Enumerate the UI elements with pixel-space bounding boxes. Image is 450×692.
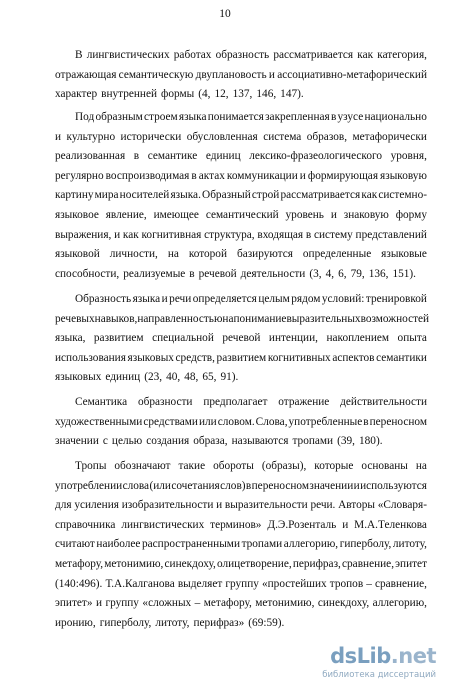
word: и (330, 208, 337, 221)
word: интенции, (268, 332, 318, 345)
word: в (189, 267, 195, 280)
word: значении (309, 479, 354, 492)
word: и (268, 68, 275, 81)
word: справочника (55, 518, 116, 531)
word: иронию, (55, 616, 96, 629)
word: форму (395, 208, 427, 221)
word: в (305, 228, 312, 241)
word: в (191, 169, 197, 182)
word: и (95, 597, 102, 610)
word: основаны (361, 460, 408, 472)
word: культурно (66, 130, 116, 143)
word: рядом (291, 293, 321, 305)
word: накоплением (326, 332, 390, 345)
word: Т.А.Калганова (105, 577, 175, 590)
text-line (55, 457, 427, 477)
word: образность (215, 49, 270, 61)
word: реализованная (55, 150, 126, 163)
word: строем (143, 111, 178, 123)
word: семантике (147, 150, 198, 163)
word: языковых (55, 371, 102, 384)
word: для (55, 499, 72, 512)
word: 147). (280, 88, 304, 101)
word: перифраз» (193, 616, 245, 629)
word: лингвистических (86, 49, 170, 61)
watermark (322, 644, 436, 684)
word: создания (146, 435, 190, 448)
word: уровня, (390, 150, 427, 163)
word: и (161, 293, 168, 305)
text-line (55, 413, 427, 433)
word: 146, (256, 88, 277, 101)
word: действительности (340, 396, 427, 408)
page-number: 10 (219, 8, 231, 20)
text-line (55, 432, 427, 452)
word: обозначают (114, 460, 171, 472)
word: 136, (368, 267, 389, 280)
word: речи (169, 293, 192, 305)
text-line (55, 594, 427, 614)
word: регулярно (55, 169, 104, 182)
text-line (55, 167, 427, 187)
text-line (55, 147, 427, 167)
word: сочетания (171, 479, 220, 492)
text-line (55, 368, 427, 388)
word: специальной (152, 332, 214, 345)
word: значении (55, 435, 99, 448)
word: речевых (55, 312, 95, 325)
word: и (55, 130, 62, 143)
word: метафору, (203, 597, 252, 610)
word: языка, (55, 332, 86, 345)
word: развитием (93, 332, 144, 345)
word: возможностей (360, 312, 430, 325)
word: Авторы (338, 499, 375, 512)
word: семантическую (118, 68, 194, 81)
word: – (194, 597, 201, 610)
word: (140:496). (55, 577, 103, 590)
word: системно- (378, 189, 427, 202)
word: «сложных (142, 597, 192, 610)
word: и (353, 479, 360, 492)
watermark-logo-main: dsLib (330, 644, 391, 668)
text-line (55, 310, 430, 330)
word: ассоциативно-метафорический (277, 68, 427, 81)
word: сравнение, (342, 557, 395, 570)
word: категория, (377, 49, 427, 61)
word: базируются (236, 248, 293, 261)
word: терминов» (210, 518, 262, 531)
word: речевой (198, 267, 237, 280)
word: обороты (213, 460, 254, 472)
word: выразительных (286, 312, 361, 325)
word: тренировкой (365, 293, 427, 305)
word: «Словаря- (377, 499, 427, 512)
paragraph-2 (55, 108, 427, 284)
word: мира (94, 189, 119, 202)
word: знаковую (343, 208, 389, 221)
word: как (357, 49, 374, 61)
text-line (55, 555, 427, 575)
word: синекдоху, (164, 557, 216, 570)
word: в (330, 111, 337, 123)
word: изобразительности (121, 499, 214, 512)
word: в (133, 150, 140, 163)
word: считают (55, 538, 95, 551)
word: метонимию, (104, 557, 164, 570)
word: языковое (55, 208, 99, 221)
word: которой (188, 248, 228, 261)
word: или (198, 415, 217, 428)
text-line (55, 186, 427, 206)
word: 180). (359, 435, 383, 448)
word: наиболее (96, 538, 141, 551)
word: с (102, 435, 108, 448)
word: художественными (55, 415, 143, 428)
word: навыков, (94, 312, 138, 325)
text-line (55, 614, 427, 634)
word: актах (198, 169, 225, 182)
word: определенные (302, 248, 372, 261)
word: 12, (214, 88, 229, 101)
word: образности (137, 396, 193, 408)
word: и (342, 518, 349, 531)
word: закрепленная (265, 111, 330, 123)
word: образа, (193, 435, 228, 448)
word: лингвистических (121, 518, 205, 531)
text-line (55, 349, 427, 369)
word: литоту, (392, 538, 427, 551)
text-line (55, 226, 427, 246)
word: как (361, 189, 378, 202)
word: национально (364, 111, 427, 123)
word: Под (75, 111, 95, 123)
word: 48, (184, 371, 199, 384)
word: аллегорию, (372, 597, 427, 610)
word: коммуникации (226, 169, 298, 182)
word: использования (55, 351, 126, 364)
word: система (263, 130, 302, 143)
word: картину (55, 189, 94, 202)
word: формирующая (307, 169, 379, 182)
word: явление, (105, 208, 147, 221)
word: строй (251, 189, 280, 202)
word: выражения, (55, 228, 112, 241)
word: (или (149, 479, 171, 492)
text-line (55, 66, 427, 86)
text-line (55, 128, 427, 148)
word: формы (161, 88, 195, 101)
word: сравнение, (374, 577, 427, 590)
word: имеющее (153, 208, 199, 221)
word: рассматривается (273, 49, 354, 61)
word: слов) (220, 479, 246, 492)
word: группу (225, 577, 259, 590)
word: когнитивных (267, 351, 331, 364)
word: семантический (205, 208, 279, 221)
word: (23, (144, 371, 163, 384)
word: Тропы (75, 460, 107, 472)
word: Образность (75, 293, 132, 305)
paragraph-1 (55, 46, 427, 105)
word: (образы), (261, 460, 307, 472)
word: и (299, 169, 306, 182)
text-line (55, 393, 427, 413)
word: целью (111, 435, 143, 448)
word: на (222, 312, 234, 325)
word: реализуемые (123, 267, 186, 280)
word: усиления (74, 499, 119, 512)
word: синекдоху, (317, 597, 370, 610)
word: тропами (241, 538, 283, 551)
word: переносном (251, 479, 309, 492)
word: которые (314, 460, 354, 472)
word: Слова, (255, 415, 288, 428)
word: узусе (337, 111, 364, 123)
word: выделяет (177, 577, 223, 590)
word: носителей (119, 189, 170, 202)
word: уровень (285, 208, 324, 221)
text-line (55, 108, 427, 128)
word: воспроизводимая (105, 169, 190, 182)
word: в (363, 415, 369, 428)
word: перифраз, (292, 557, 341, 570)
word: используются (360, 479, 427, 492)
word: характер (55, 88, 98, 101)
word: В (75, 49, 83, 61)
word: олицетворение, (216, 557, 292, 570)
word: словом. (217, 415, 255, 428)
word: 65, (202, 371, 217, 384)
word: (39, (337, 435, 355, 448)
text-line (55, 535, 427, 555)
word: и (216, 499, 223, 512)
word: обусловленная (186, 130, 258, 143)
word: называются (231, 435, 289, 448)
word: в (245, 479, 252, 492)
text-line (55, 516, 427, 536)
word: языка. (170, 189, 201, 202)
word: языковую (380, 169, 427, 182)
text-line (55, 206, 427, 226)
word: 137, (232, 88, 253, 101)
word: внутренней (101, 88, 158, 101)
word: семантики (376, 351, 427, 364)
word: (69:59). (248, 616, 285, 629)
text-line (55, 329, 427, 349)
word: «простейших (261, 577, 327, 590)
word: 91). (220, 371, 239, 384)
watermark-caption: библиотека диссертаций (322, 670, 436, 680)
word: средствами (143, 415, 198, 428)
word: гиперболу, (339, 538, 392, 551)
word: употребленные (288, 415, 363, 428)
word: единиц (105, 371, 141, 384)
word: представлений (355, 228, 427, 241)
word: 151). (392, 267, 417, 280)
word: выразительности (224, 499, 308, 512)
paragraph-4 (55, 393, 427, 452)
word: входящая (257, 228, 304, 241)
word: эпитет (395, 557, 427, 570)
paragraph-5 (55, 457, 427, 633)
watermark-logo (330, 644, 436, 668)
word: лексико-фразеологического (249, 150, 382, 163)
word: как (122, 228, 139, 241)
word: когнитивная (141, 228, 202, 241)
word: (4, (198, 88, 211, 101)
word: языковые (381, 248, 427, 261)
text-line (55, 290, 427, 310)
word: метафорически (352, 130, 427, 143)
text-line (55, 85, 427, 105)
word: личности, (109, 248, 158, 261)
word: – (366, 577, 372, 590)
word: языковых (127, 351, 174, 364)
word: и (114, 228, 121, 241)
word: аллегорию, (283, 538, 339, 551)
watermark-logo-tld: .net (390, 644, 436, 668)
word: понимается (207, 111, 264, 123)
text-line (55, 496, 427, 516)
word: тропами (292, 435, 334, 448)
word: деятельности (240, 267, 306, 280)
word: отражение (278, 396, 330, 408)
text-line (55, 46, 427, 66)
word: эпитет» (55, 597, 93, 610)
word: предполагает (203, 396, 268, 408)
word: структура, (204, 228, 255, 241)
word: исторически (120, 130, 182, 143)
word: тропов (329, 577, 364, 590)
word: рассматривается (280, 189, 361, 202)
word: образным (95, 111, 143, 123)
text-line (55, 245, 427, 265)
word: определяется (192, 293, 257, 305)
word: Д.Э.Розенталь (267, 518, 337, 531)
word: языковой (55, 248, 100, 261)
word: работах (173, 49, 212, 61)
word: языка (178, 111, 207, 123)
word: Семантика (75, 396, 128, 408)
word: литоту, (155, 616, 190, 629)
word: способности, (55, 267, 120, 280)
text-line (55, 575, 427, 595)
word: направленностью (137, 312, 223, 325)
word: такие (178, 460, 206, 472)
paragraph-3 (55, 290, 430, 388)
word: употреблении (55, 479, 123, 492)
word: 6, (338, 267, 347, 280)
word: 4, (325, 267, 335, 280)
word: условий: (321, 293, 365, 305)
word: систему (313, 228, 353, 241)
word: на (167, 248, 179, 261)
word: группу (105, 597, 139, 610)
word: метонимию, (255, 597, 315, 610)
word: развитием (216, 351, 267, 364)
word: опыта (397, 332, 427, 345)
word: (3, (309, 267, 322, 280)
text-line (55, 265, 427, 285)
word: слова (122, 479, 150, 492)
word: переносном (369, 415, 427, 428)
word: двуплановость (195, 68, 267, 81)
word: 40, (166, 371, 181, 384)
word: образов, (306, 130, 348, 143)
word: 79, (350, 267, 365, 280)
word: понимание (233, 312, 287, 325)
word: метафору, (55, 557, 104, 570)
word: речи. (310, 499, 336, 512)
word: М.А.Теленкова (354, 518, 427, 531)
word: Образный (202, 189, 251, 202)
word: распространенными (142, 538, 240, 551)
word: гиперболу, (99, 616, 152, 629)
word: целым (258, 293, 290, 305)
word: аспектов (332, 351, 375, 364)
word: единиц (205, 150, 241, 163)
word: на (415, 460, 427, 472)
word: средств, (175, 351, 215, 364)
word: речевой (222, 332, 261, 345)
word: языка (132, 293, 161, 305)
word: отражающая (55, 68, 117, 81)
text-line (55, 477, 427, 497)
